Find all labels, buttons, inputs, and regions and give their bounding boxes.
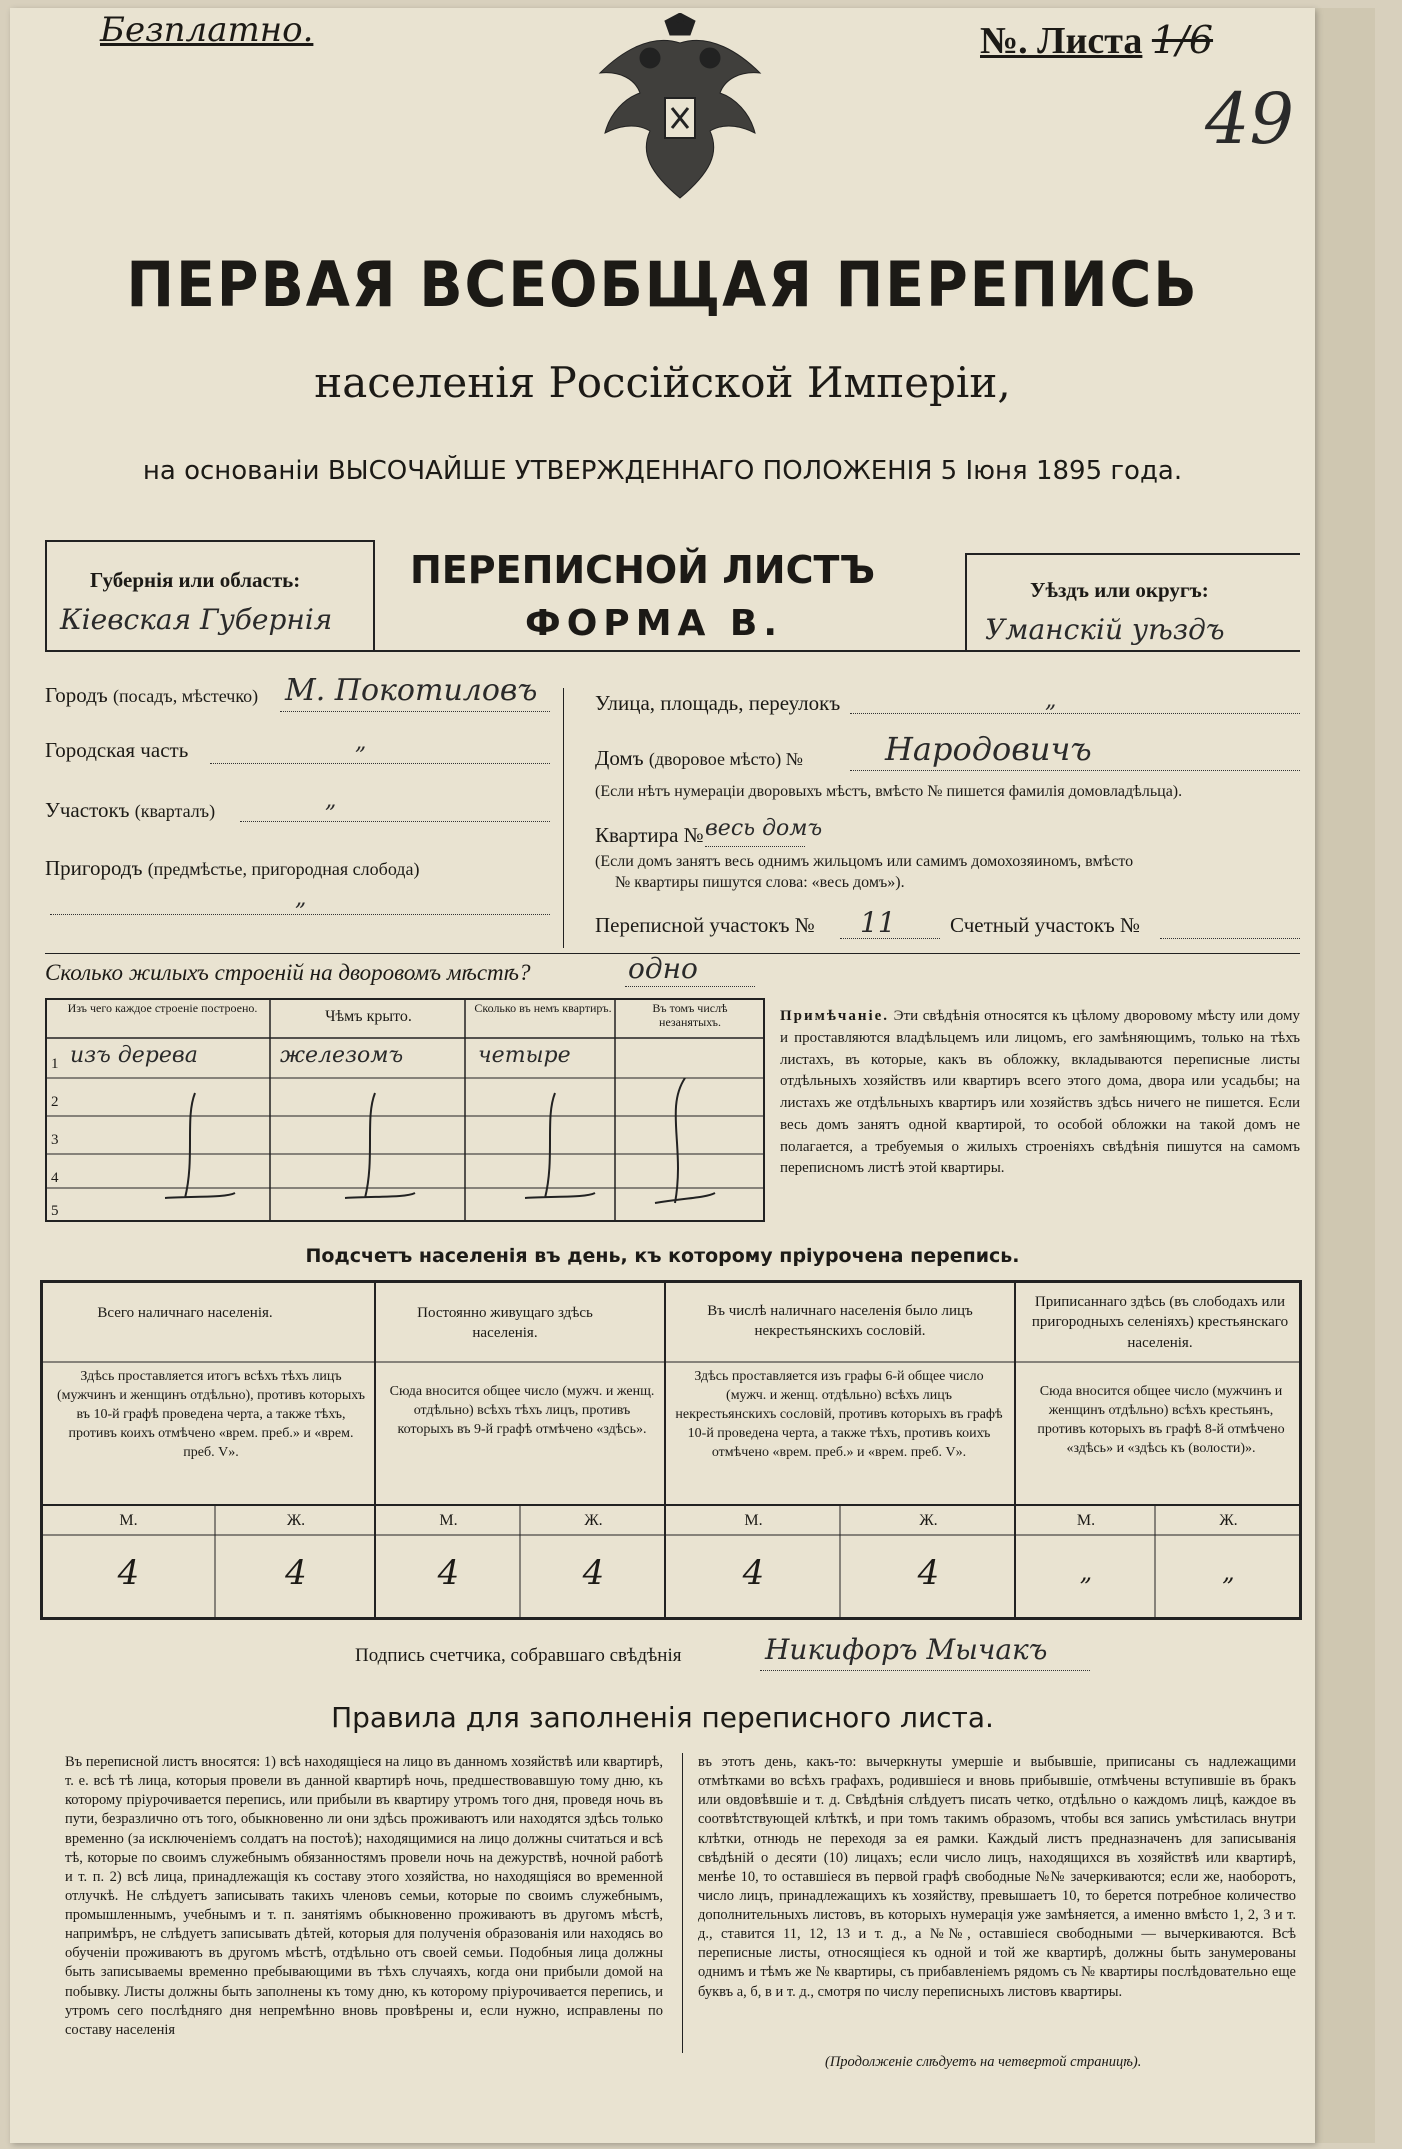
apartment-hint-1: (Если домъ занятъ весь однимъ жильцомъ или самимъ домохозяиномъ, вмѣсто bbox=[595, 853, 1134, 870]
signature-label: Подпись счетчика, собравшаго свѣдѣнія bbox=[355, 1645, 682, 1666]
quarter-label: Участокъ (кварталъ) bbox=[45, 798, 216, 822]
adjacent-page-edge bbox=[1315, 8, 1375, 2143]
pop-col2-female-label: Ж. bbox=[584, 1512, 603, 1529]
page-title: ПЕРВАЯ ВСЕОБЩАЯ ПЕРЕПИСЬ bbox=[126, 248, 1199, 321]
row-numbers: 1 2 3 4 5 bbox=[51, 1056, 59, 1219]
rule bbox=[373, 540, 375, 650]
pop-col1-title: Всего наличнаго населенія. bbox=[97, 1305, 273, 1321]
col-uninhabited-header: Въ томъ числѣ незанятыхъ. bbox=[652, 1001, 728, 1030]
form-type: ФОРМА В. bbox=[525, 603, 784, 644]
province-label: Губернія или область: bbox=[90, 568, 301, 592]
fill-line bbox=[240, 821, 550, 822]
city-part-value: „ bbox=[355, 730, 367, 755]
pop-col4-desc: Сюда вносится общее число (мужчинъ и женщинъ отдѣльно) всѣхъ крестьянъ, противъ которыхъ въ графѣ 8-й отмѣчено «здѣсь» и «здѣсь къ (волости)». bbox=[1037, 1384, 1285, 1456]
rules-continued: (Продолженіе слѣдуетъ на четвертой страницѣ). bbox=[825, 2054, 1142, 2070]
suburb-label: Пригородъ (предмѣстье, пригородная слобода) bbox=[45, 856, 420, 880]
signature-value: Никифоръ Мычакъ bbox=[765, 1633, 1048, 1666]
street-label: Улица, площадь, переулокъ bbox=[595, 691, 841, 715]
pop-col4-female-label: Ж. bbox=[1219, 1512, 1238, 1529]
suburb-value: „ bbox=[295, 886, 307, 911]
buildings-table bbox=[45, 998, 765, 1223]
rules-left-column: Въ переписной листъ вносятся: 1) всѣ находящіеся на лицо въ данномъ хозяйствѣ или квартирѣ, т. е. всѣ тѣ лица, которыя провели въ данной квартирѣ ночь, предшествовавшую тому дню, къ которому пріурочивается перепись, или прибыли въ квартиру утромъ того дня, проведя ночь въ пути, безразлично отъ того, обыкновенно ли они здѣсь проживаютъ или находятся здѣсь только временно (за исключеніемъ солдатъ на постоѣ); находящимися на лицо должны считаться и всѣ тѣ, которые по своимъ служебнымъ обязанностямъ провели ночь на дежурствѣ, ночной работѣ и т. п. 2) всѣ лица, принадлежащія къ составу этого хозяйства, но находящіяся во временной отлучкѣ. Не слѣдуетъ записывать такихъ членовъ семьи, которые по своимъ служебнымъ, промышленнымъ, учебнымъ и т. п. занятіямъ обыкновенно проживаютъ въ другомъ мѣстѣ, напримѣръ, не слѣдуетъ записывать дѣтей, которыя для полученія образованія или находясь во обученіи проживаютъ въ другомъ мѣстѣ, отдѣльно отъ своей семьи. Подобныя лица должны быть записываемы временно пребывающими въ тѣхъ случаяхъ, когда они прибыли домой на побывку. Листы должны быть заполнены къ тому дню, къ которому пріурочивается перепись, и утромъ сего послѣдняго дня непремѣнно вновь провѣрены и, если нужно, исправлены по составу населенія bbox=[65, 1754, 663, 2038]
city-part-label: Городская часть bbox=[45, 738, 189, 762]
sheet-number bbox=[980, 18, 1213, 63]
buildings-question: Сколько жилыхъ строеній на дворовомъ мѣстѣ? bbox=[45, 960, 531, 985]
pop-col2-title: Постоянно живущаго здѣсь населенія. bbox=[417, 1305, 593, 1342]
quarter-value: „ bbox=[325, 788, 337, 813]
population-heading: Подсчетъ населенія въ день, къ которому пріурочена перепись. bbox=[305, 1245, 1020, 1267]
row1-apartments: четыре bbox=[478, 1043, 571, 1068]
pop-col2-male-label: М. bbox=[439, 1512, 458, 1529]
fill-line bbox=[1160, 938, 1300, 939]
fill-line bbox=[850, 713, 1300, 714]
apartment-value: весь домъ bbox=[705, 816, 823, 841]
divider bbox=[682, 1753, 683, 2053]
pop-col3-female-label: Ж. bbox=[919, 1512, 938, 1529]
pop-col4-title: Приписаннаго здѣсь (въ слободахъ или пригородныхъ селеніяхъ) крестьянскаго населенія. bbox=[1031, 1294, 1289, 1351]
street-value: „ bbox=[1045, 688, 1057, 713]
rule bbox=[45, 540, 47, 650]
pop-col1-male-label: М. bbox=[119, 1512, 138, 1529]
province-value: Кіевская Губернія bbox=[60, 603, 333, 636]
rules-right-column: въ этотъ день, какъ-то: вычеркнуты умершіе и выбывшіе, приписаны съ надлежащими отмѣтками во всѣхъ графахъ, родившіеся и вновь прибывшіе, отмѣчены вступившіе въ бракъ или овдовѣвшіе и т. д. Свѣдѣнія слѣдуетъ писать четко, отдѣльно о каждомъ лицѣ, каждое въ соотвѣтствующей клѣткѣ, и при томъ такимъ образомъ, чтобы вся запись умѣстилась внутри клѣтки, отнюдь не переходя за ея рамки. Каждый листъ предназначенъ для записыванія свѣдѣній о десяти (10) лицахъ; если число лицъ, находящихся въ хозяйствѣ или квартирѣ, менѣе 10, то оставшіеся въ первой графѣ свободные №№ зачеркиваются; если же, наоборотъ, число лицъ, принадлежащихъ къ хозяйству, превышаетъ 10, то берется потребное количество дополнительныхъ листовъ, въ которыхъ нумерація уже замѣняется, а именно вмѣсто 1, 2, 3 и т. д., ставится 11, 12, 13 и т. д., а №№, оставшіеся свободными — вычеркиваются. Всѣ переписные листы, относящіеся къ одной и той же квартирѣ, должны быть занумерованы однимъ и тѣмъ же № квартиры, съ прибавленіемъ рядомъ съ № квартиры послѣдовательно еще буквъ а, б, в и т. д., смотря по числу переписныхъ листовъ квартиры. bbox=[698, 1754, 1296, 2000]
house-value: Народовичъ bbox=[885, 730, 1092, 768]
form-name: ПЕРЕПИСНОЙ ЛИСТЪ bbox=[410, 548, 876, 592]
pop-col1-female-value: 4 bbox=[285, 1553, 307, 1593]
page-subtitle: населенія Россійской Имперіи, bbox=[314, 358, 1011, 407]
fill-line bbox=[625, 986, 755, 987]
district-label: Уѣздъ или округъ: bbox=[1030, 578, 1209, 602]
rule bbox=[965, 553, 967, 650]
fill-line bbox=[50, 914, 550, 915]
col-apartments-header: Сколько въ немъ квартиръ. bbox=[474, 1001, 612, 1015]
fill-line bbox=[850, 770, 1300, 771]
remark: Примѣчаніе. Эти свѣдѣнія относятся къ цѣлому дворовому мѣсту или дому и проставляются владѣльцемъ или лицомъ, его замѣняющимъ, только на тѣхъ листахъ, въ которые, какъ въ обложку, вкладываются переписные листы отдѣльныхъ хозяйствъ или квартиръ всего этого дома, двора или усадьбы; на листахъ же отдѣльныхъ квартиръ или хозяйствъ здѣсь ничего не пишется. Если весь домъ занятъ одной квартирой, то особой обложки на такой домъ не полагается, а требуемыя о жилыхъ строеніяхъ свѣдѣнія пишутся на самомъ переписномъ листѣ этой квартиры. bbox=[780, 1008, 1300, 1177]
census-plot-value: 11 bbox=[860, 906, 896, 939]
count-plot-label: Счетный участокъ № bbox=[950, 913, 1141, 937]
sheet-number-handwritten: 49 bbox=[1205, 78, 1295, 160]
fill-line bbox=[760, 1670, 1090, 1671]
pop-col1-female-label: Ж. bbox=[286, 1512, 306, 1529]
pop-col2-female-value: 4 bbox=[582, 1553, 605, 1593]
city-label: Городъ (посадъ, мѣстечко) bbox=[45, 683, 259, 707]
district-value: Уманскій уѣздъ bbox=[985, 613, 1225, 646]
row1-material: изъ дерева bbox=[70, 1043, 198, 1068]
pop-col3-male-value: 4 bbox=[742, 1553, 765, 1593]
row1-roof: железомъ bbox=[280, 1043, 404, 1068]
legal-basis: на основаніи ВЫСОЧАЙШЕ УТВЕРЖДЕННАГО ПОЛОЖЕНІЯ 5 Іюня 1895 года. bbox=[142, 456, 1183, 486]
sheet-number-label: №. Листа bbox=[980, 20, 1143, 62]
apartment-hint-2: № квартиры пишутся слова: «весь домъ»). bbox=[615, 874, 905, 891]
buildings-answer: одно bbox=[628, 952, 698, 985]
city-value: М. Покотиловъ bbox=[285, 673, 538, 708]
fill-line bbox=[280, 711, 550, 712]
pop-col1-male-value: 4 bbox=[117, 1553, 140, 1593]
fill-line bbox=[210, 763, 550, 764]
rule bbox=[965, 553, 1300, 555]
col-roof-header: Чѣмъ крыто. bbox=[325, 1008, 412, 1025]
free-label: Безплатно. bbox=[100, 10, 314, 50]
pop-col1-desc: Здѣсь проставляется итогъ всѣхъ тѣхъ лицъ (мужчинъ и женщинъ отдѣльно), противъ которыхъ въ 10-й графѣ проведена черта, а также тѣхъ, противъ коихъ отмѣчено «врем. преб.» и «врем. преб. V». bbox=[57, 1369, 365, 1460]
pop-col4-female-value: „ bbox=[1222, 1558, 1235, 1586]
rules-title: Правила для заполненія переписного листа. bbox=[331, 1701, 994, 1734]
rule bbox=[45, 540, 373, 542]
sheet-number-struck: 1/6 bbox=[1151, 18, 1214, 62]
pop-col3-desc: Здѣсь проставляется изъ графы 6-й общее число (мужч. и женщ. отдѣльно) всѣхъ лицъ некрестьянскихъ сословій, противъ которыхъ въ графѣ 10-й проведена черта, а также тѣхъ, противъ коихъ отмѣчено «врем. преб.» и «врем. преб. V». bbox=[675, 1369, 1003, 1460]
double-headed-eagle-emblem bbox=[580, 13, 780, 203]
apartment-label: Квартира № bbox=[595, 823, 704, 847]
pop-col2-male-value: 4 bbox=[437, 1553, 460, 1593]
pop-col3-female-value: 4 bbox=[917, 1553, 940, 1593]
rule bbox=[45, 650, 1300, 652]
house-hint: (Если нѣтъ нумераціи дворовыхъ мѣстъ, вмѣсто № пишется фамилія домовладѣльца). bbox=[595, 783, 1183, 800]
divider bbox=[563, 688, 564, 948]
fill-line bbox=[705, 846, 805, 847]
house-label: Домъ (дворовое мѣсто) № bbox=[595, 746, 803, 770]
pop-col3-male-label: М. bbox=[744, 1512, 763, 1529]
census-sheet bbox=[10, 8, 1315, 2143]
pop-col3-title: Въ числѣ наличнаго населенія было лицъ некрестьянскихъ сословій. bbox=[707, 1303, 973, 1340]
pop-col2-desc: Сюда вносится общее число (мужч. и женщ. отдѣльно) всѣхъ тѣхъ лицъ, противъ которыхъ въ 9-й графѣ отмѣчено «здѣсь». bbox=[389, 1384, 655, 1437]
census-plot-label: Переписной участокъ № bbox=[595, 913, 815, 937]
pop-col4-male-label: М. bbox=[1076, 1512, 1096, 1529]
pop-col4-male-value: „ bbox=[1079, 1558, 1093, 1586]
col-material-header: Изъ чего каждое строеніе построено. bbox=[67, 1001, 258, 1015]
